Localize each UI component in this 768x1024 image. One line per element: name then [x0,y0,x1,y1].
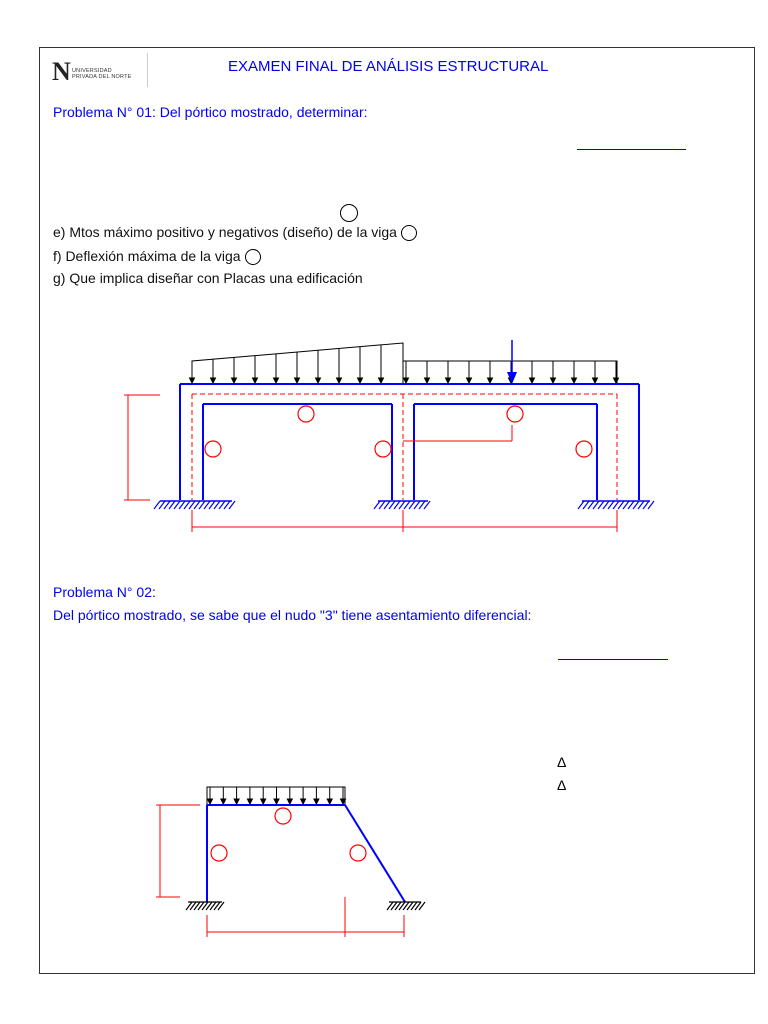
load-arrowhead [247,799,252,804]
delta-symbol-2: Δ [557,777,567,793]
logo-line2: PRIVADA DEL NORTE [72,74,132,80]
load-arrowhead [301,799,306,804]
load-arrowhead [327,799,332,804]
load-arrowhead [314,799,319,804]
load-arrowhead [221,799,226,804]
p2-fixed-supports [186,902,425,910]
load-arrowhead [274,799,279,804]
logo-line1: UNIVERSIDAD [72,68,112,74]
logo-letter: N [52,57,71,86]
load-arrowhead [208,799,213,804]
delta-symbol-1: Δ [557,754,567,770]
item-f-text: f) Deflexión máxima de la viga [53,248,241,264]
load-arrowhead [287,799,292,804]
problem2-heading: Problema N° 02: [53,584,156,600]
load-arrowhead [261,799,266,804]
problem1-heading: Problema N° 01: Del pórtico mostrado, determinar: [53,104,368,120]
p2-member-labels [211,808,366,861]
exam-title: EXAMEN FINAL DE ANÁLISIS ESTRUCTURAL [228,58,549,75]
p2-frame-members [207,805,405,902]
p2-uniform-load [207,787,346,805]
item-e-text: e) Mtos máximo positivo y negativos (diseño) de la viga [53,224,397,240]
p2-dimension-lines [156,805,404,937]
problem2-statement: Del pórtico mostrado, se sabe que el nudo "3" tiene asentamiento diferencial: [53,607,532,623]
load-arrowhead [234,799,239,804]
problem1-item-g: g) Que implica diseñar con Placas una edificación [53,270,363,286]
